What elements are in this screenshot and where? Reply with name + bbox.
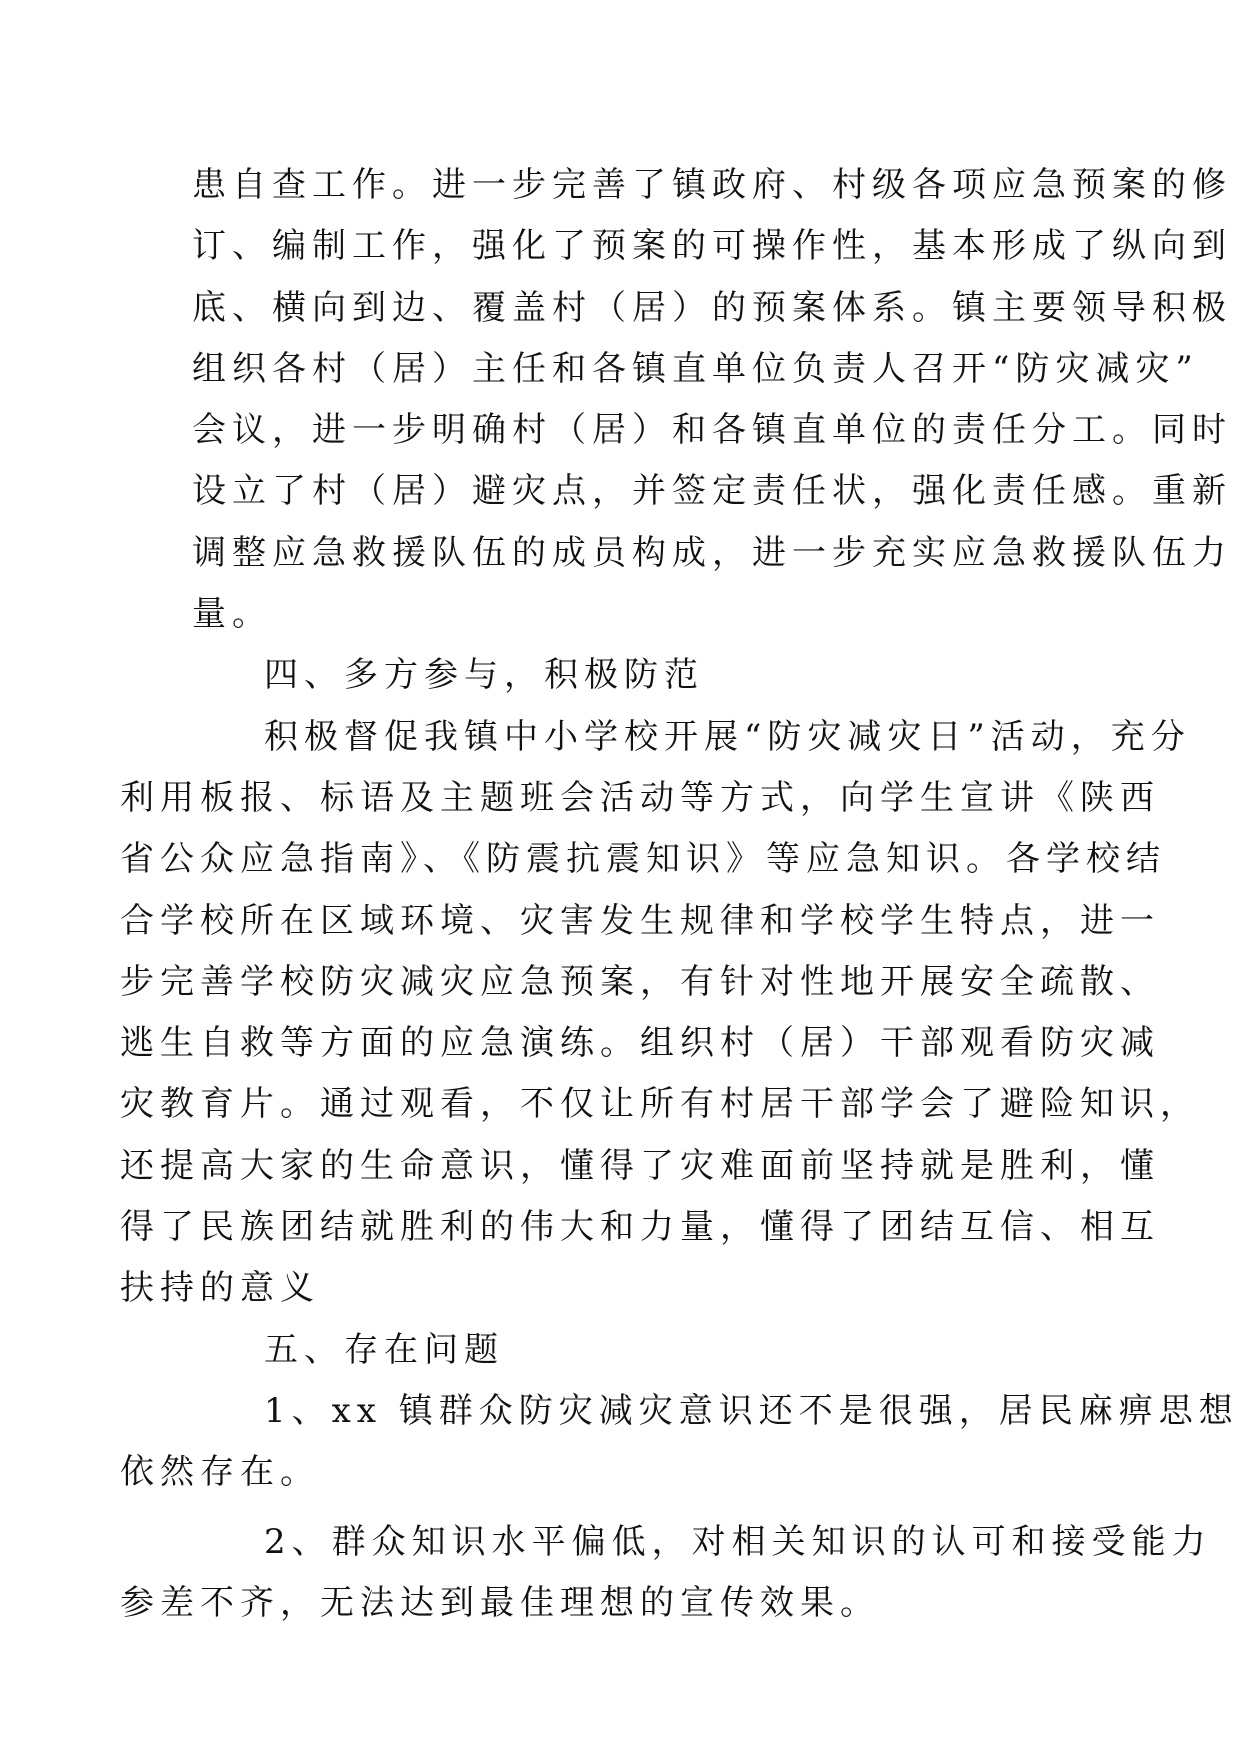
heading-line: 五、存在问题 xyxy=(264,1329,504,1370)
text-line: 订、编制工作，强化了预案的可操作性，基本形成了纵向到 xyxy=(192,226,1232,267)
text-line: 调整应急救援队伍的成员构成，进一步充实应急救援队伍力 xyxy=(192,532,1232,573)
text-line: 逃生自救等方面的应急演练。组织村（居）干部观看防灾减 xyxy=(120,1023,1160,1064)
text-line: 还提高大家的生命意识，懂得了灾难面前坚持就是胜利，懂 xyxy=(120,1145,1160,1186)
paragraph-emergency-plans xyxy=(192,155,1232,645)
text-line: 合学校所在区域环境、灾害发生规律和学校学生特点，进一 xyxy=(120,900,1160,941)
text-line: 量。 xyxy=(192,594,272,635)
paragraph-school-activities xyxy=(120,707,1200,1320)
text-line: 步完善学校防灾减灾应急预案，有针对性地开展安全疏散、 xyxy=(120,961,1160,1002)
section-heading-4 xyxy=(192,645,1052,706)
heading-line: 四、多方参与，积极防范 xyxy=(264,655,704,696)
text-line: 灾教育片。通过观看，不仅让所有村居干部学会了避险知识， xyxy=(120,1084,1200,1125)
text-line: 底、横向到边、覆盖村（居）的预案体系。镇主要领导积极 xyxy=(192,287,1232,328)
text-line: 省公众应急指南》、《防震抗震知识》等应急知识。各学校结 xyxy=(120,839,1166,880)
text-line: 会议，进一步明确村（居）和各镇直单位的责任分工。同时 xyxy=(192,410,1232,451)
text-line: 扶持的意义 xyxy=(120,1268,320,1309)
issue-item-2 xyxy=(120,1512,1212,1635)
text-line: 1、xx 镇群众防灾减灾意识还不是很强，居民麻痹思想 xyxy=(264,1390,1239,1431)
text-line: 组织各村（居）主任和各镇直单位负责人召开“防灾减灾” xyxy=(192,348,1199,389)
text-line: 参差不齐，无法达到最佳理想的宣传效果。 xyxy=(120,1582,880,1623)
text-line: 患自查工作。进一步完善了镇政府、村级各项应急预案的修 xyxy=(192,165,1232,205)
text-line: 积极督促我镇中小学校开展“防灾减灾日”活动，充分 xyxy=(264,716,1191,757)
document-body xyxy=(120,155,1239,1634)
text-line: 利用板报、标语及主题班会活动等方式，向学生宣讲《陕西 xyxy=(120,777,1160,818)
issue-item-1 xyxy=(120,1381,1239,1504)
text-line: 2、群众知识水平偏低，对相关知识的认可和接受能力 xyxy=(264,1521,1212,1562)
text-line: 依然存在。 xyxy=(120,1452,320,1493)
text-line: 得了民族团结就胜利的伟大和力量，懂得了团结互信、相互 xyxy=(120,1207,1160,1248)
text-line: 设立了村（居）避灾点，并签定责任状，强化责任感。重新 xyxy=(192,471,1232,512)
section-heading-5 xyxy=(192,1320,1052,1381)
